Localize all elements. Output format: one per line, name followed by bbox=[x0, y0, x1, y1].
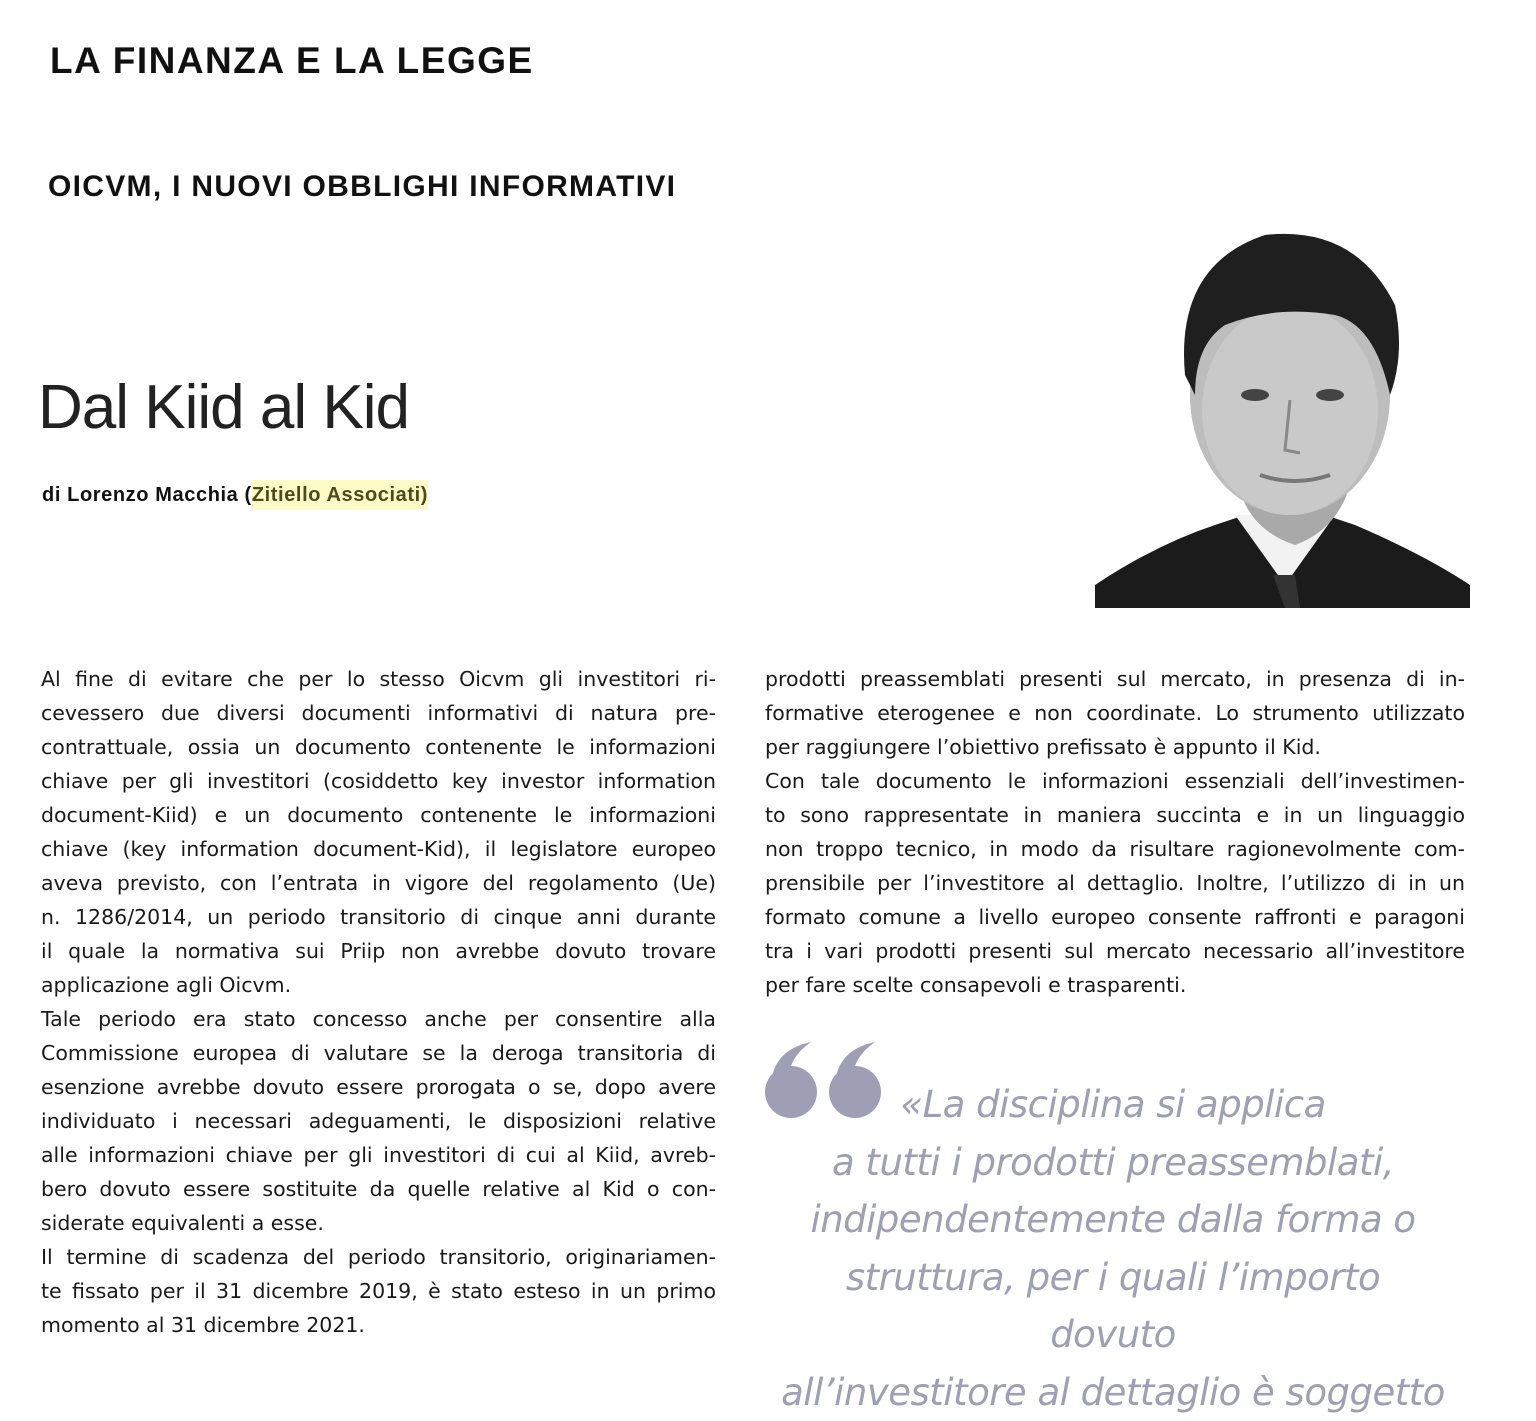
text-line: n. 1286/2014, un periodo transitorio di cinque anni durante bbox=[41, 900, 716, 934]
text-line: per raggiungere l’obiettivo prefissato è appunto il Kid. bbox=[765, 730, 1465, 764]
text-line: esenzione avrebbe dovuto essere prorogata o se, dopo avere bbox=[41, 1070, 716, 1104]
author-firm-highlighted: Zitiello Associati) bbox=[252, 480, 428, 510]
section-header: LA FINANZA E LA LEGGE bbox=[50, 40, 534, 82]
text-line: Tale periodo era stato concesso anche per consentire alla bbox=[41, 1002, 716, 1036]
quote-line: struttura, per i quali l’importo dovuto bbox=[780, 1249, 1446, 1364]
quote-line: a tutti i prodotti preassemblati, bbox=[780, 1134, 1446, 1192]
author-photo bbox=[1095, 225, 1470, 608]
body-column-right bbox=[765, 662, 1465, 1002]
text-line: Al fine di evitare che per lo stesso Oicvm gli investitori ri- bbox=[41, 662, 716, 696]
text-line: Commissione europea di valutare se la deroga transitoria di bbox=[41, 1036, 716, 1070]
text-line: il quale la normativa sui Priip non avrebbe dovuto trovare bbox=[41, 934, 716, 968]
text-line: non troppo tecnico, in modo da risultare ragionevolmente com- bbox=[765, 832, 1465, 866]
text-line: cevessero due diversi documenti informativi di natura pre- bbox=[41, 696, 716, 730]
text-line: formato comune a livello europeo consente raffronti e paragoni bbox=[765, 900, 1465, 934]
text-line: applicazione agli Oicvm. bbox=[41, 968, 716, 1002]
text-line: formative eterogenee e non coordinate. Lo strumento utilizzato bbox=[765, 696, 1465, 730]
text-line: contrattuale, ossia un documento contenente le informazioni bbox=[41, 730, 716, 764]
text-line: alle informazioni chiave per gli investitori di cui al Kiid, avreb- bbox=[41, 1138, 716, 1172]
article-title: Dal Kiid al Kid bbox=[38, 372, 409, 443]
text-line: siderate equivalenti a esse. bbox=[41, 1206, 716, 1240]
text-line: prodotti preassemblati presenti sul mercato, in presenza di in- bbox=[765, 662, 1465, 696]
text-line: per fare scelte consapevoli e trasparenti. bbox=[765, 968, 1465, 1002]
text-line: aveva previsto, con l’entrata in vigore del regolamento (Ue) bbox=[41, 866, 716, 900]
text-line: te fissato per il 31 dicembre 2019, è stato esteso in un primo bbox=[41, 1274, 716, 1308]
text-line: momento al 31 dicembre 2021. bbox=[41, 1308, 716, 1342]
quote-line: indipendentemente dalla forma o bbox=[780, 1191, 1446, 1249]
text-line: bero dovuto essere sostituite da quelle relative al Kid o con- bbox=[41, 1172, 716, 1206]
text-line: tra i vari prodotti presenti sul mercato necessario all’investitore bbox=[765, 934, 1465, 968]
text-line: chiave per gli investitori (cosiddetto key investor information bbox=[41, 764, 716, 798]
article-kicker: OICVM, I NUOVI OBBLIGHI INFORMATIVI bbox=[48, 170, 676, 204]
text-line: prensibile per l’investitore al dettaglio. Inoltre, l’utilizzo di in un bbox=[765, 866, 1465, 900]
text-line: Con tale documento le informazioni essenziali dell’investimen- bbox=[765, 764, 1465, 798]
text-line: Il termine di scadenza del periodo transitorio, originariamen- bbox=[41, 1240, 716, 1274]
text-line: individuato i necessari adeguamenti, le disposizioni relative bbox=[41, 1104, 716, 1138]
author: di Lorenzo Macchia ( bbox=[42, 484, 252, 506]
quote-line: all’investitore al dettaglio è soggetto bbox=[780, 1364, 1446, 1421]
body-column-left bbox=[41, 662, 716, 1342]
pull-quote bbox=[780, 1076, 1446, 1421]
byline bbox=[42, 484, 428, 507]
text-line: to sono rappresentate in maniera succinta e in un linguaggio bbox=[765, 798, 1465, 832]
quote-line: «La disciplina si applica bbox=[780, 1076, 1446, 1134]
text-line: chiave (key information document-Kid), il legislatore europeo bbox=[41, 832, 716, 866]
text-line: document-Kiid) e un documento contenente le informazioni bbox=[41, 798, 716, 832]
